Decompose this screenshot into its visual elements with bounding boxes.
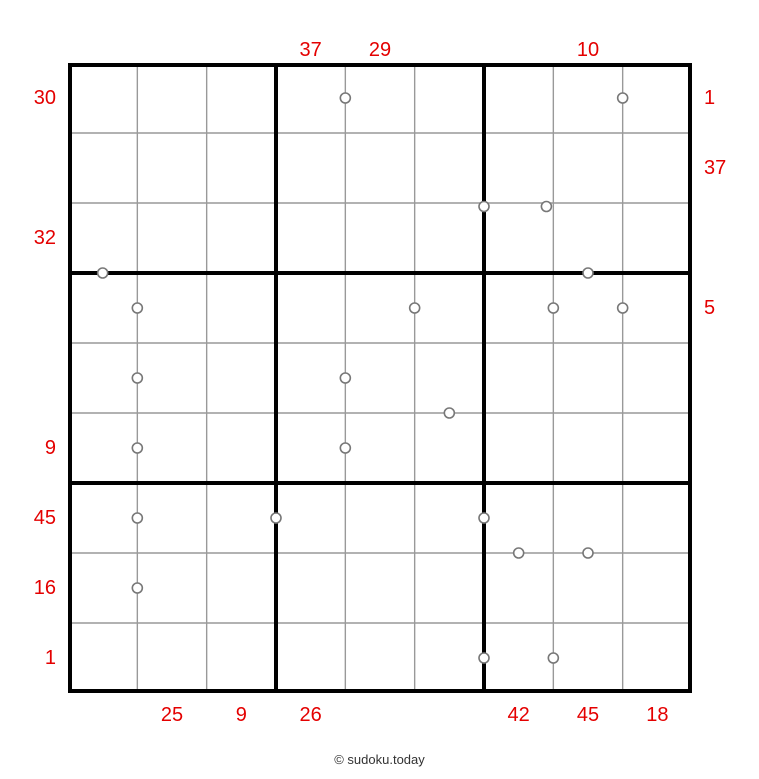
clue-top: 29 xyxy=(368,39,392,61)
constraint-dot[interactable] xyxy=(98,268,108,278)
constraint-dot[interactable] xyxy=(444,408,454,418)
clue-top: 10 xyxy=(576,39,600,61)
clue-left: 9 xyxy=(44,437,56,459)
constraint-dot[interactable] xyxy=(132,303,142,313)
constraint-dot[interactable] xyxy=(410,303,420,313)
constraint-dot[interactable] xyxy=(132,583,142,593)
constraint-dot[interactable] xyxy=(479,653,489,663)
constraint-dot[interactable] xyxy=(514,548,524,558)
constraint-dot[interactable] xyxy=(340,443,350,453)
clue-bottom: 9 xyxy=(235,704,247,726)
clue-left: 45 xyxy=(33,507,56,529)
clue-bottom: 45 xyxy=(576,704,600,726)
clue-left: 1 xyxy=(44,647,56,669)
clue-right: 37 xyxy=(704,157,727,179)
constraint-dot[interactable] xyxy=(583,548,593,558)
grid-outer-border xyxy=(70,65,690,691)
clue-top: 37 xyxy=(299,39,322,61)
footer-credit: © sudoku.today xyxy=(334,752,425,767)
constraint-dot[interactable] xyxy=(618,303,628,313)
clue-right: 1 xyxy=(704,87,716,109)
constraint-dot[interactable] xyxy=(479,202,489,212)
clue-left: 30 xyxy=(33,87,56,109)
constraint-dot[interactable] xyxy=(583,268,593,278)
clue-bottom: 18 xyxy=(646,704,669,726)
constraint-dot[interactable] xyxy=(340,373,350,383)
constraint-dot[interactable] xyxy=(541,202,551,212)
constraint-dot[interactable] xyxy=(340,93,350,103)
constraint-dot[interactable] xyxy=(132,373,142,383)
clue-bottom: 26 xyxy=(299,704,322,726)
constraint-dot[interactable] xyxy=(618,93,628,103)
grid-svg[interactable] xyxy=(68,63,692,693)
constraint-dot[interactable] xyxy=(548,303,558,313)
constraint-dot[interactable] xyxy=(548,653,558,663)
constraint-dot[interactable] xyxy=(271,513,281,523)
constraint-dot[interactable] xyxy=(132,513,142,523)
constraint-dot[interactable] xyxy=(132,443,142,453)
clue-left: 16 xyxy=(33,577,56,599)
clue-bottom: 42 xyxy=(507,704,530,726)
constraint-dot[interactable] xyxy=(479,513,489,523)
grid-area[interactable] xyxy=(68,63,692,693)
clue-left: 32 xyxy=(33,227,56,249)
clue-bottom: 25 xyxy=(160,704,184,726)
clue-right: 5 xyxy=(704,297,716,319)
